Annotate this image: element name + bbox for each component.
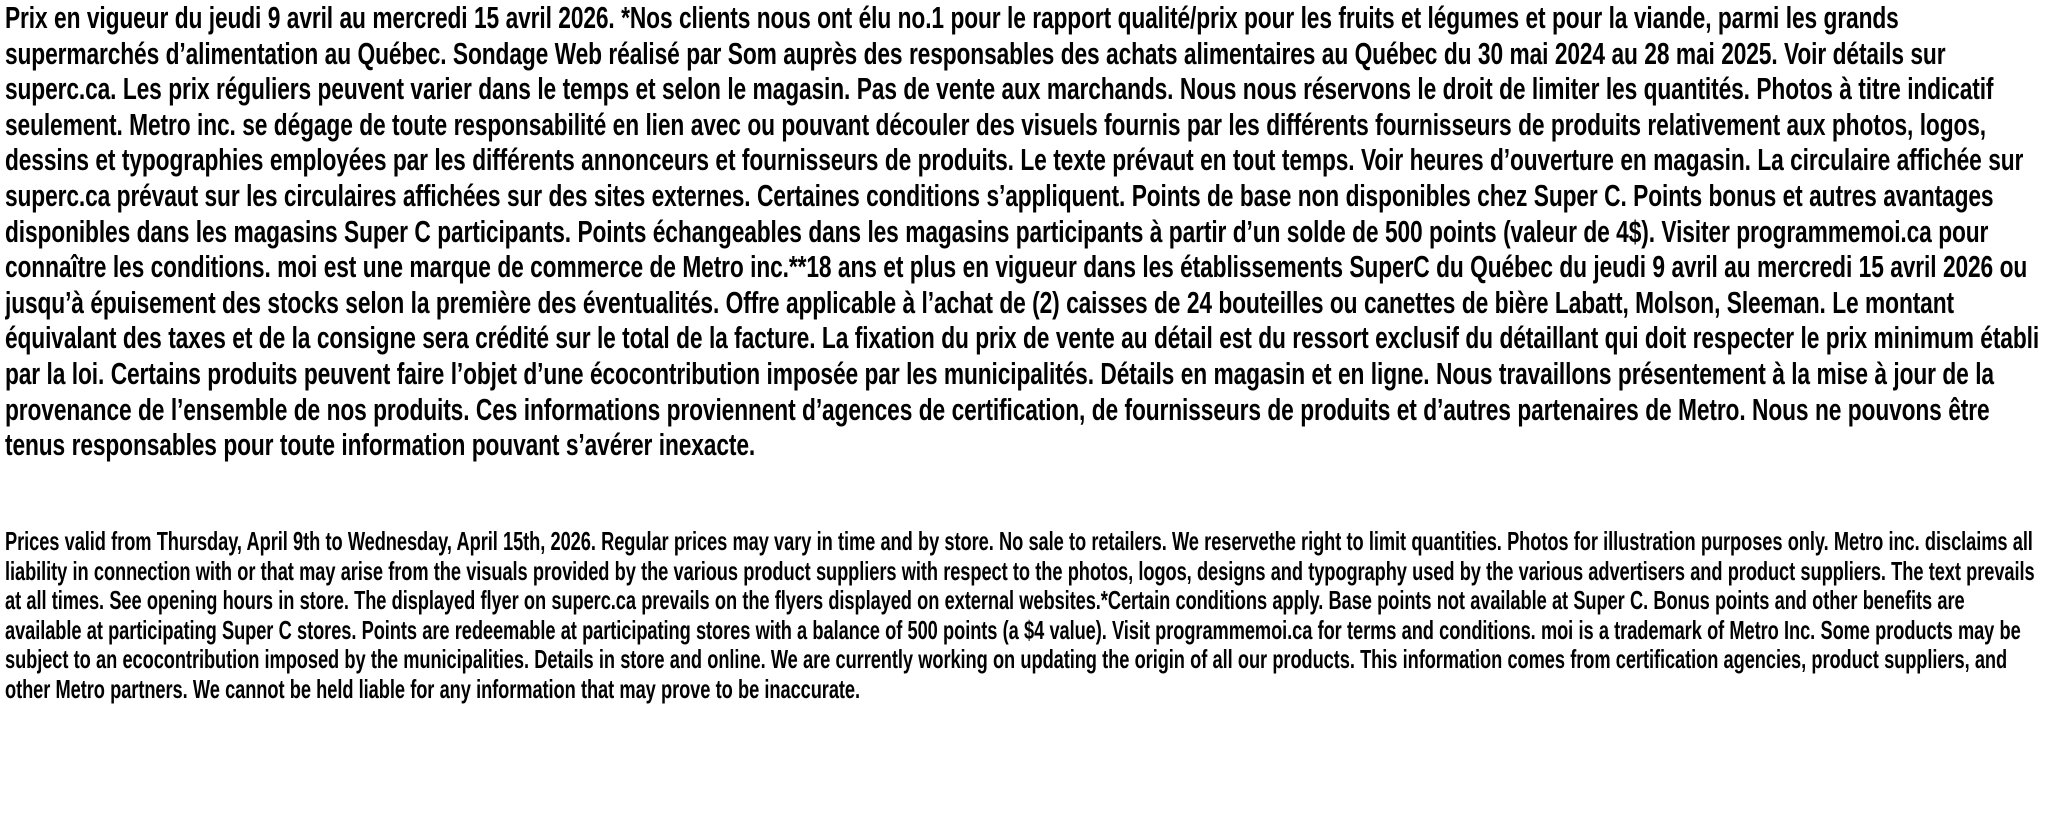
english-disclaimer-region <box>5 528 2044 818</box>
french-disclaimer-text: Prix en vigueur du jeudi 9 avril au mercredi 15 avril 2026. *Nos clients nous ont élu no.1 pour le rapport qualité/prix pour les fruits et légumes et pour la viande, parmi les grands supermarchés d’alimentation au Québec. Sondage Web réalisé par Som auprès des responsables des achats alimentaires au Québec du 30 mai 2024 au 28 mai 2025. Voir détails sur superc.ca. Les prix réguliers peuvent varier dans le temps et selon le magasin. Pas de vente aux marchands. Nous nous réservons le droit de limiter les quantités. Photos à titre indicatif seulement. Metro inc. se dégage de toute responsabilité en lien avec ou pouvant découler des visuels fournis par les différents fournisseurs de produits relativement aux photos, logos, dessins et typographies employées par les différents annonceurs et fournisseurs de produits. Le texte prévaut en tout temps. Voir heures d’ouverture en magasin. La circulaire affichée sur superc.ca prévaut sur les circulaires affichées sur des sites externes. Certaines conditions s’appliquent. Points de base non disponibles chez Super C. Points bonus et autres avantages disponibles dans les magasins Super C participants. Points échangeables dans les magasins participants à partir d’un solde de 500 points (valeur de 4$). Visiter programmemoi.ca pour connaître les conditions. moi est une marque de commerce de Metro inc.**18 ans et plus en vigueur dans les établissements SuperC du Québec du jeudi 9 avril au mercredi 15 avril 2026 ou jusqu’à épuisement des stocks selon la première des éventualités. Offre applicable à l’achat de (2) caisses de 24 bouteilles ou canettes de bière Labatt, Molson, Sleeman. Le montant équivalant des taxes et de la consigne sera crédité sur le total de la facture. La fixation du prix de vente au détail est du ressort exclusif du détaillant qui doit respecter le prix minimum établi par la loi. Certains produits peuvent faire l’objet d’une écocontribution imposée par les municipalités. Détails en magasin et en ligne. Nous travaillons présentement à la mise à jour de la provenance de l’ensemble de nos produits. Ces informations proviennent d’agences de certification, de fournisseurs de produits et d’autres partenaires de Metro. Nous ne pouvons être tenus responsables pour toute information pouvant s’avérer inexacte. <box>5 1 2040 463</box>
french-disclaimer-region <box>5 0 2044 470</box>
english-disclaimer-text: Prices valid from Thursday, April 9th to Wednesday, April 15th, 2026. Regular prices may vary in time and by store. No sale to retailers. We reservethe right to limit quantities. Photos for illustration purposes only. Metro inc. disclaims all liability in connection with or that may arise from the visuals provided by the various product suppliers with respect to the photos, logos, designs and typography used by the various advertisers and product suppliers. The text prevails at all times. See opening hours in store. The displayed flyer on superc.ca prevails on the flyers displayed on external websites.*Certain conditions apply. Base points not available at Super C. Bonus points and other benefits are available at participating Super C stores. Points are redeemable at participating stores with a balance of 500 points (a $4 value). Visit programmemoi.ca for terms and conditions. moi is a trademark of Metro Inc. Some products may be subject to an ecocontribution imposed by the municipalities. Details in store and online. We are currently working on updating the origin of all our products. This information comes from certification agencies, product suppliers, and other Metro partners. We cannot be held liable for any information that may prove to be inaccurate. <box>5 528 2035 704</box>
